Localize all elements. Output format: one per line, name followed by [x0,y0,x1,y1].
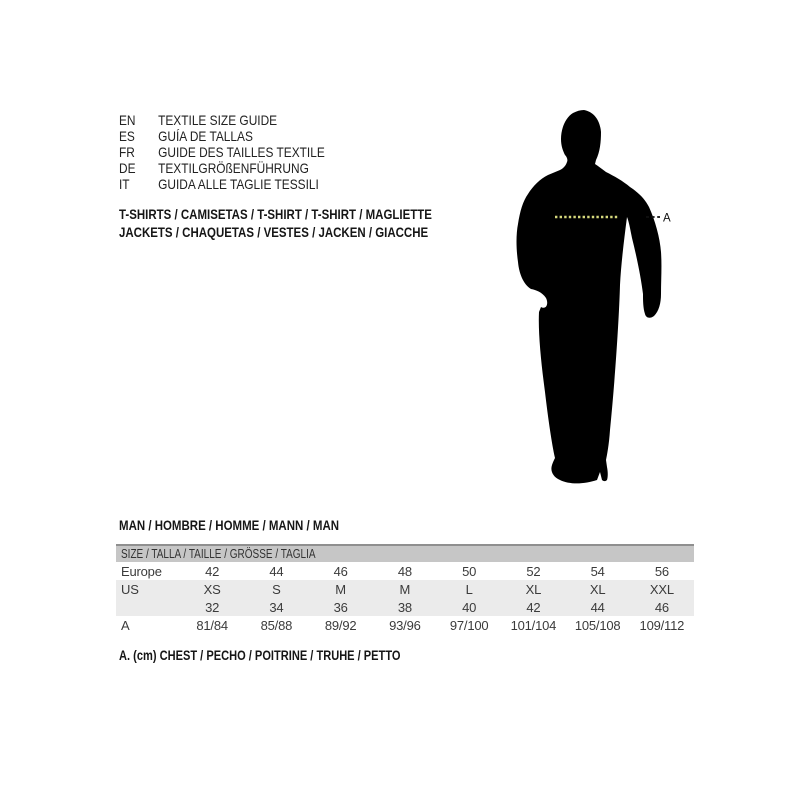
table-row-numeric [116,598,694,616]
language-code: EN [119,112,136,128]
language-row-en [119,112,325,128]
language-code: IT [119,176,130,192]
row-label: US [116,580,180,598]
size-cell: 89/92 [324,617,357,633]
measurement-footnote: A. (cm) CHEST / PECHO / POITRINE / TRUHE / PETTO [119,648,401,663]
size-table-header [116,545,694,562]
size-cell: 46 [630,598,694,616]
size-cell: 54 [590,563,605,579]
size-cell: XXL [630,580,694,598]
size-table-header-label: SIZE / TALLA / TAILLE / GRÖSSE / TAGLIA [121,547,316,561]
language-row-fr [119,144,325,160]
size-cell: XS [180,580,244,598]
size-cell: 109/112 [639,617,685,633]
language-label: GUÍA DE TALLAS [158,128,253,144]
section-title-man: MAN / HOMBRE / HOMME / MANN / MAN [119,517,340,533]
row-label [116,598,180,616]
language-code: FR [119,144,135,160]
measure-label-a: A [663,212,671,225]
language-list [119,112,325,192]
category-line-tshirts: T-SHIRTS / CAMISETAS / T-SHIRT / T-SHIRT / MAGLIETTE [119,206,432,222]
language-row-de [119,160,325,176]
size-cell: 40 [437,598,501,616]
size-cell: 44 [269,563,284,579]
language-label: TEXTILGRÖßENFÜHRUNG [158,160,309,176]
size-cell: 52 [526,563,541,579]
language-label: TEXTILE SIZE GUIDE [158,112,278,128]
row-label: A [121,617,130,633]
category-line-jackets: JACKETS / CHAQUETAS / VESTES / JACKEN / GIACCHE [119,224,429,240]
language-code: DE [119,160,136,176]
language-row-it [119,176,325,192]
size-cell: 34 [244,598,308,616]
size-cell: 46 [333,563,348,579]
size-cell: 32 [180,598,244,616]
size-cell: M [309,580,373,598]
size-cell: XL [566,580,630,598]
size-cell: 105/108 [574,617,621,633]
size-cell: 44 [566,598,630,616]
language-row-es [119,128,325,144]
man-silhouette-icon [510,100,680,495]
size-cell: 81/84 [196,617,228,633]
row-label: Europe [121,563,162,579]
table-row-europe [116,562,694,580]
size-cell: 42 [501,598,565,616]
size-cell: L [437,580,501,598]
size-table [116,544,694,634]
table-row-chest-cm [116,616,694,634]
size-cell: 97/100 [449,617,489,633]
size-cell: 42 [205,563,220,579]
size-cell: 48 [397,563,412,579]
garment-categories [119,205,432,241]
size-cell: 85/88 [260,617,293,633]
size-cell: 36 [309,598,373,616]
size-cell: 38 [373,598,437,616]
size-cell: XL [501,580,565,598]
size-cell: S [244,580,308,598]
language-label: GUIDA ALLE TAGLIE TESSILI [158,176,319,192]
language-code: ES [119,128,135,144]
size-cell: M [373,580,437,598]
size-cell: 50 [462,563,477,579]
size-table-header-row [116,545,694,562]
size-cell: 56 [654,563,669,579]
man-silhouette-figure [510,100,680,495]
language-label: GUIDE DES TAILLES TEXTILE [158,144,325,160]
size-cell: 93/96 [389,617,421,633]
table-row-us [116,580,694,598]
size-cell: 101/104 [510,617,557,633]
